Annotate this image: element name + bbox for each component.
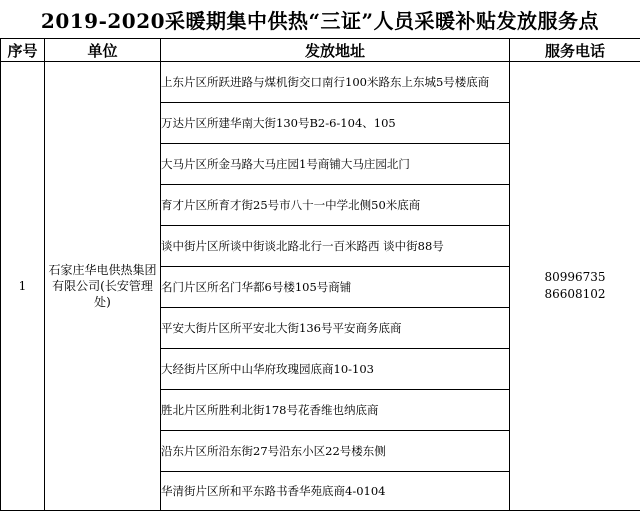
table-row [1, 62, 640, 103]
header-seq: 序号 [1, 39, 45, 62]
phone-number-2: 86608102 [544, 287, 606, 301]
row-unit: 石家庄华电供热集团有限公司(长安管理处) [45, 62, 161, 511]
service-points-table [0, 38, 640, 511]
address-cell: 上东片区所跃进路与煤机街交口南行100米路东上东城5号楼底商 [161, 62, 510, 103]
address-cell: 胜北片区所胜利北街178号花香维也纳底商 [161, 390, 510, 431]
address-cell: 沿东片区所沿东街27号沿东小区22号楼东侧 [161, 431, 510, 472]
phone-number-1: 80996735 [544, 270, 606, 284]
document-title: 2019-2020采暖期集中供热“三证”人员采暖补贴发放服务点 [40, 8, 600, 33]
address-cell: 大经街片区所中山华府玫瑰园底商10-103 [161, 349, 510, 390]
row-phone [510, 62, 640, 511]
table-header-row [1, 39, 640, 62]
address-cell: 名门片区所名门华都6号楼105号商铺 [161, 267, 510, 308]
address-cell: 华清街片区所和平东路书香华苑底商4-0104 [161, 472, 510, 511]
header-address: 发放地址 [161, 39, 510, 62]
address-cell: 谈中街片区所谈中街谈北路北行一百米路西 谈中街88号 [161, 226, 510, 267]
header-unit: 单位 [45, 39, 161, 62]
address-cell: 育才片区所育才街25号市八十一中学北侧50米底商 [161, 185, 510, 226]
address-cell: 万达片区所建华南大街130号B2-6-104、105 [161, 103, 510, 144]
address-cell: 大马片区所金马路大马庄园1号商铺大马庄园北门 [161, 144, 510, 185]
header-phone: 服务电话 [510, 39, 640, 62]
row-seq: 1 [1, 62, 45, 511]
address-cell: 平安大街片区所平安北大街136号平安商务底商 [161, 308, 510, 349]
